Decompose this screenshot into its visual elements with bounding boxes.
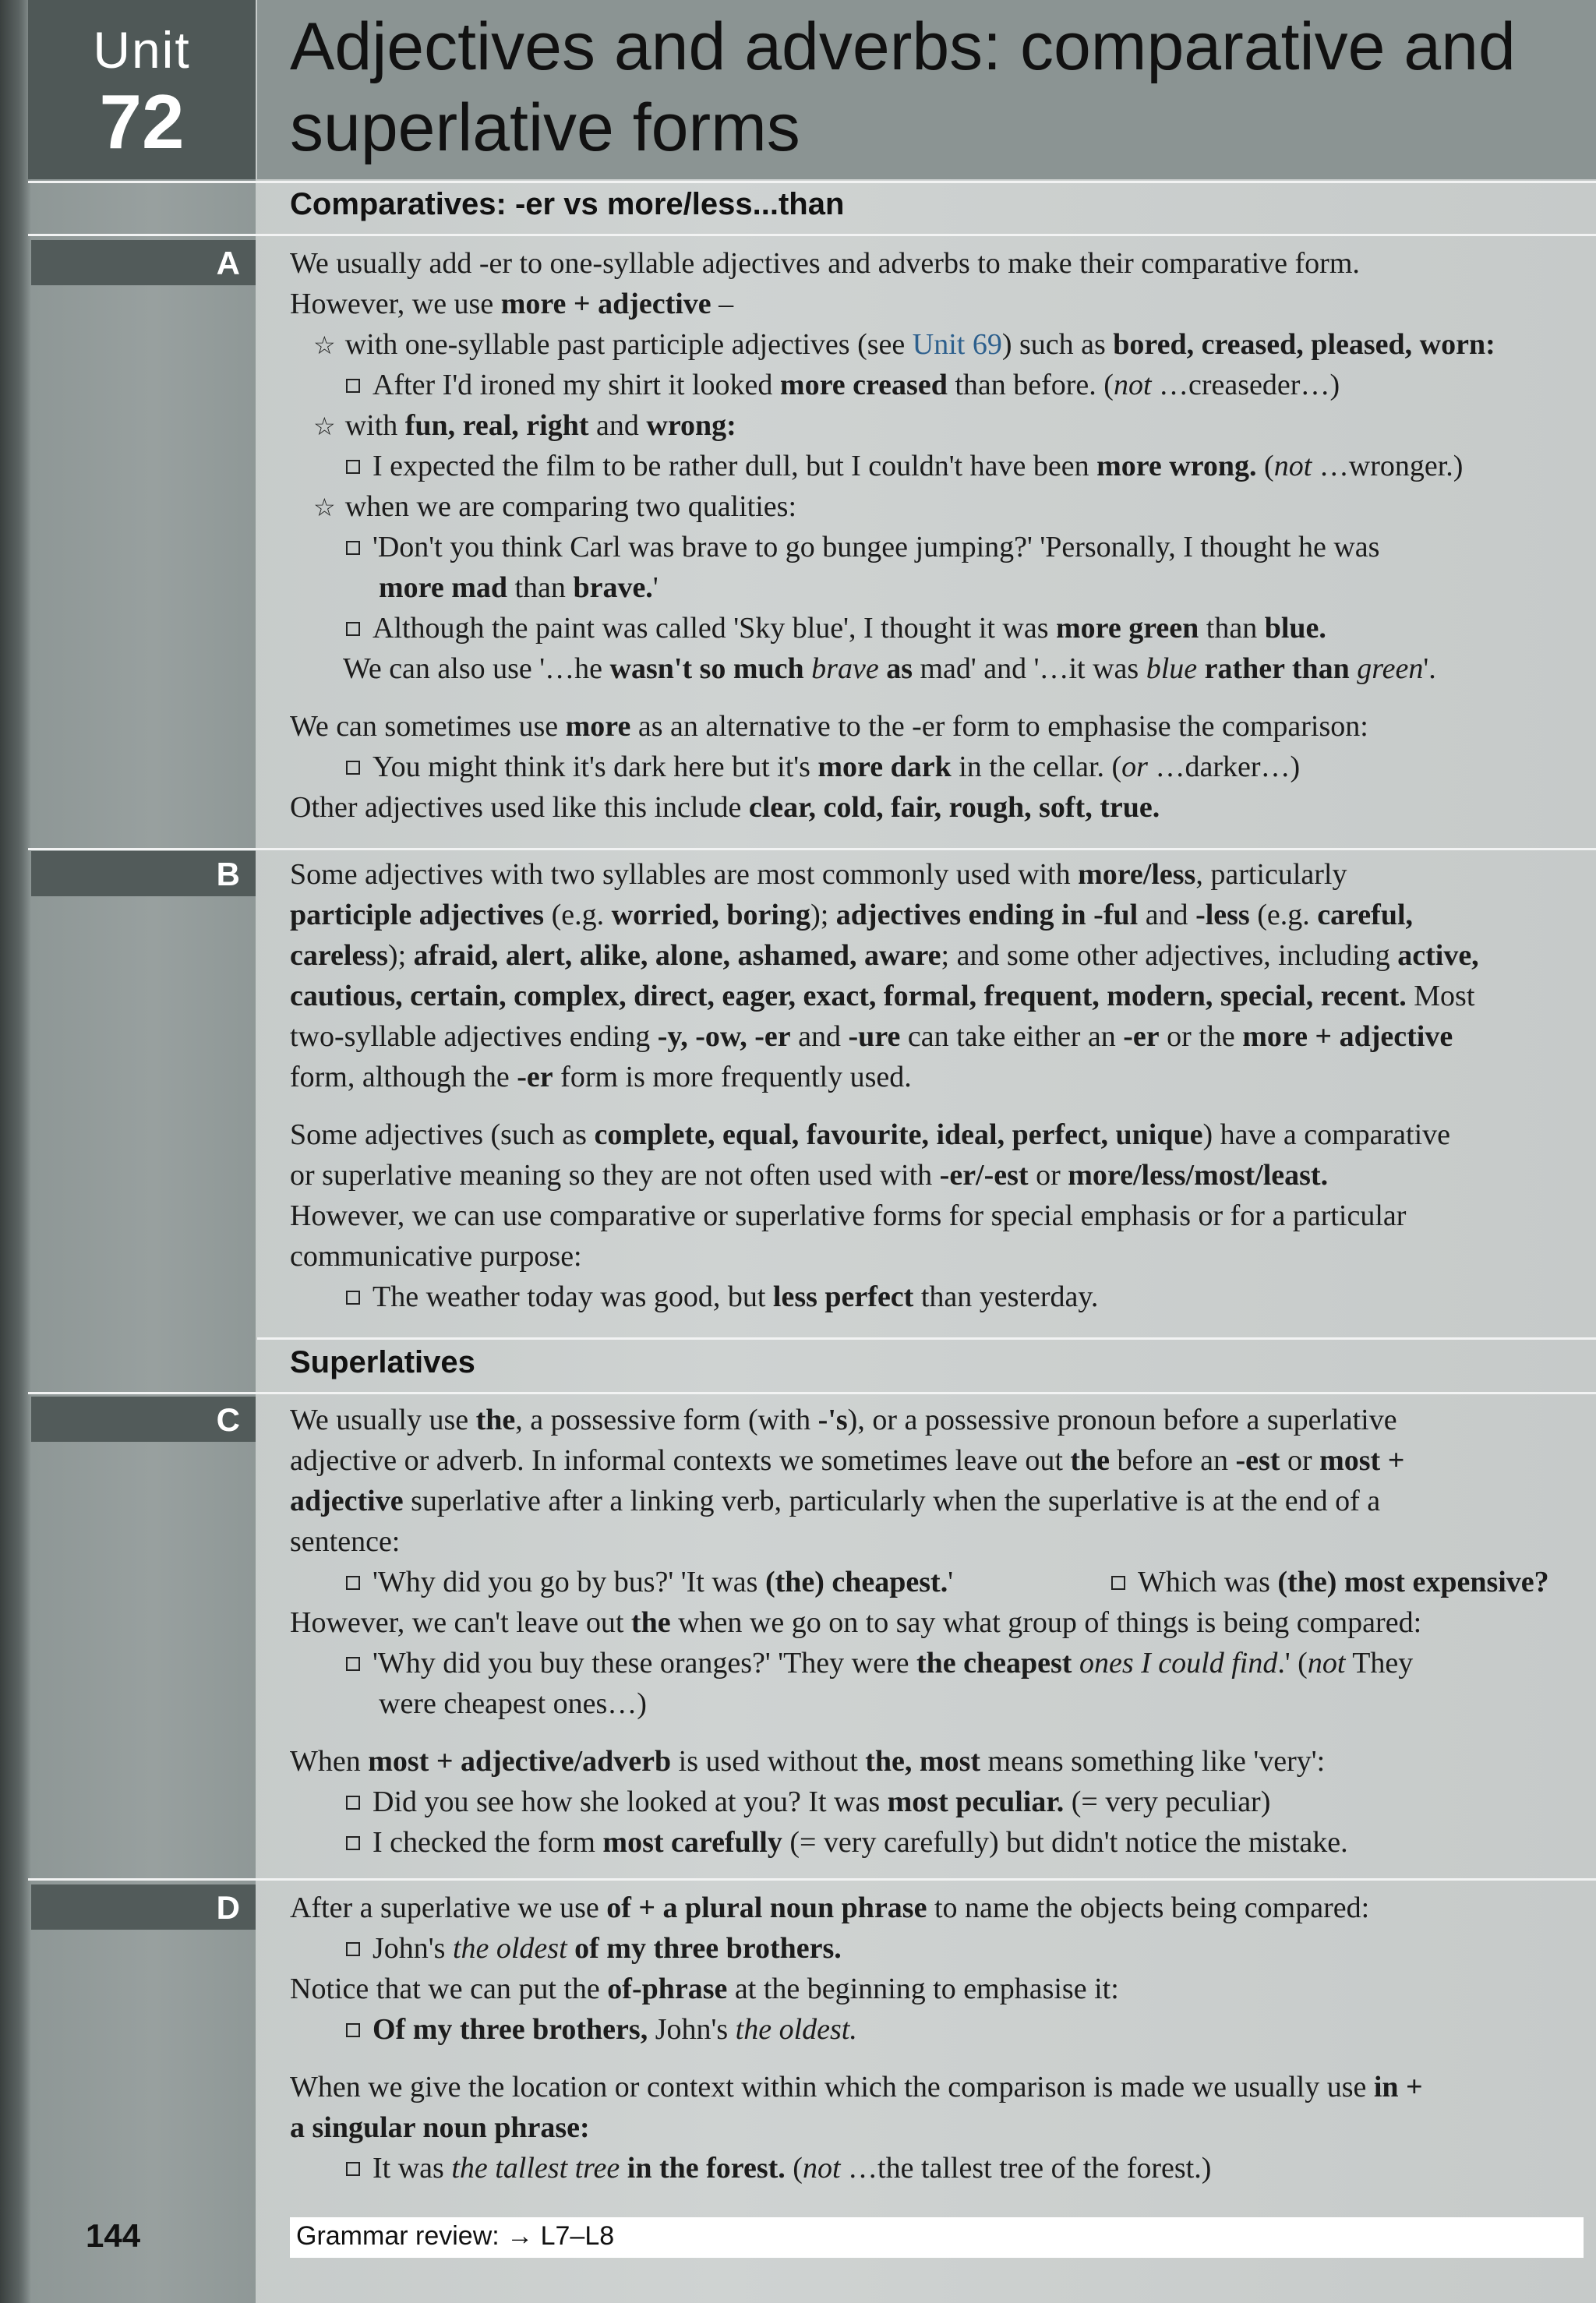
page-number: 144 [86,2217,141,2254]
example-item: 'Why did you buy these oranges?' 'They were the cheapest ones I could find.' (not They [346,1643,1413,1683]
checkbox-bullet-icon [1111,1576,1125,1590]
section-label-c: C [31,1397,256,1442]
checkbox-bullet-icon [346,1942,360,1956]
section-label-a: A [31,240,256,285]
grammar-review-link[interactable]: Grammar review: → L7–L8 [296,2221,615,2251]
section-label-d: D [31,1884,256,1930]
text-line: We can also use '…he wasn't so much brave as mad' and '…it was blue rather than green'. [343,652,1436,685]
text-line: We usually use the, a possessive form (with -'s), or a possessive pronoun before a superlative [290,1404,1397,1436]
example-item: Did you see how she looked at you? It was most peculiar. (= very peculiar) [346,1782,1270,1822]
example-item: The weather today was good, but less perfect than yesterday. [346,1277,1098,1317]
example-item: Of my three brothers, John's the oldest. [346,2009,857,2050]
divider [28,1392,1596,1394]
text-line: Notice that we can put the of-phrase at the beginning to emphasise it: [290,1973,1119,2005]
checkbox-bullet-icon [346,1836,360,1850]
title-line-2: superlative forms [290,90,800,165]
checkbox-bullet-icon [346,1291,360,1305]
text-line: However, we use more + adjective – [290,288,734,320]
text-line: Other adjectives used like this include clear, cold, fair, rough, soft, true. [290,791,1160,824]
divider [28,234,1596,236]
text-line: Some adjectives (such as complete, equal, favourite, ideal, perfect, unique) have a comparative [290,1118,1451,1151]
text-line: However, we can't leave out the when we go on to say what group of things is being compared: [290,1606,1422,1639]
example-item: I expected the film to be rather dull, but I couldn't have been more wrong. (not …wronger.) [346,446,1463,486]
unit-word: Unit [93,21,191,79]
star-bullet-icon: ☆ [313,330,336,360]
text-line: sentence: [290,1525,401,1558]
example-item: It was the tallest tree in the forest. (not …the tallest tree of the forest.) [346,2148,1211,2188]
text-line: a singular noun phrase: [290,2111,590,2144]
checkbox-bullet-icon [346,1796,360,1810]
text-line: adjective superlative after a linking verb, particularly when the superlative is at the end of a [290,1485,1381,1517]
text-line: Some adjectives with two syllables are most commonly used with more/less, particularly [290,858,1347,891]
unit-reference-link[interactable]: Unit 69 [912,328,1002,361]
left-sidebar [0,0,256,2303]
bullet-item: ☆ with fun, real, right and wrong: [313,409,736,442]
text-line: When we give the location or context within which the comparison is made we usually use in + [290,2071,1423,2103]
checkbox-bullet-icon [346,1576,360,1590]
example-item: I checked the form most carefully (= very carefully) but didn't notice the mistake. [346,1822,1348,1863]
text-line: communicative purpose: [290,1240,582,1273]
page-title [290,6,1584,168]
unit-badge [28,0,256,179]
heading-comparatives: Comparatives: -er vs more/less...than [290,187,845,221]
checkbox-bullet-icon [346,2023,360,2037]
text-line: two-syllable adjectives ending -y, -ow, -er and -ure can take either an -er or the more + adjective [290,1020,1453,1053]
bullet-item: ☆ with one-syllable past participle adjectives (see Unit 69) such as bored, creased, pleased, worn: [313,328,1495,361]
bullet-item: ☆ when we are comparing two qualities: [313,490,797,523]
checkbox-bullet-icon [346,379,360,393]
text-line: When most + adjective/adverb is used without the, most means something like 'very': [290,1745,1326,1778]
unit-number: 72 [99,79,185,164]
text-line: However, we can use comparative or superlative forms for special emphasis or for a particular [290,1199,1407,1232]
example-item: 'Don't you think Carl was brave to go bungee jumping?' 'Personally, I thought he was [346,527,1379,567]
checkbox-bullet-icon [346,460,360,474]
checkbox-bullet-icon [346,622,360,636]
text-line: After a superlative we use of + a plural noun phrase to name the objects being compared: [290,1891,1370,1924]
star-bullet-icon: ☆ [313,493,336,522]
text-line: adjective or adverb. In informal contexts we sometimes leave out the before an -est or most + [290,1444,1405,1477]
checkbox-bullet-icon [346,2162,360,2176]
section-label-b: B [31,851,256,896]
text-line: We usually add -er to one-syllable adjectives and adverbs to make their comparative form. [290,247,1360,280]
heading-superlatives: Superlatives [290,1345,475,1379]
text-line: careless); afraid, alert, alike, alone, ashamed, aware; and some other adjectives, including active, [290,939,1479,972]
example-item: Although the paint was called 'Sky blue', I thought it was more green than blue. [346,608,1326,648]
text-line: form, although the -er form is more frequently used. [290,1061,912,1093]
book-spine-shadow [0,0,31,2303]
example-item: 'Why did you go by bus?' 'It was (the) cheapest.' [346,1562,953,1602]
text-line: cautious, certain, complex, direct, eager, exact, formal, frequent, modern, special, recent. Most [290,980,1475,1012]
star-bullet-icon: ☆ [313,412,336,441]
example-item: You might think it's dark here but it's more dark in the cellar. (or …darker…) [346,747,1300,787]
example-continuation: more mad than brave.' [379,571,659,604]
title-line-1: Adjectives and adverbs: comparative and [290,9,1516,84]
divider [28,1878,1596,1881]
example-item: After I'd ironed my shirt it looked more creased than before. (not …creaseder…) [346,365,1340,405]
example-item: John's the oldest of my three brothers. [346,1928,842,1969]
divider [28,181,1596,183]
text-line: participle adjectives (e.g. worried, boring); adjectives ending in -ful and -less (e.g. careful, [290,899,1414,931]
example-continuation: were cheapest ones…) [379,1687,647,1720]
checkbox-bullet-icon [346,761,360,775]
text-line: We can sometimes use more as an alternative to the -er form to emphasise the comparison: [290,710,1368,743]
text-line: or superlative meaning so they are not often used with -er/-est or more/less/most/least. [290,1159,1329,1192]
example-item: Which was (the) most expensive? [1111,1562,1549,1602]
checkbox-bullet-icon [346,541,360,555]
checkbox-bullet-icon [346,1657,360,1671]
divider [28,848,1596,850]
divider [257,1337,1596,1340]
